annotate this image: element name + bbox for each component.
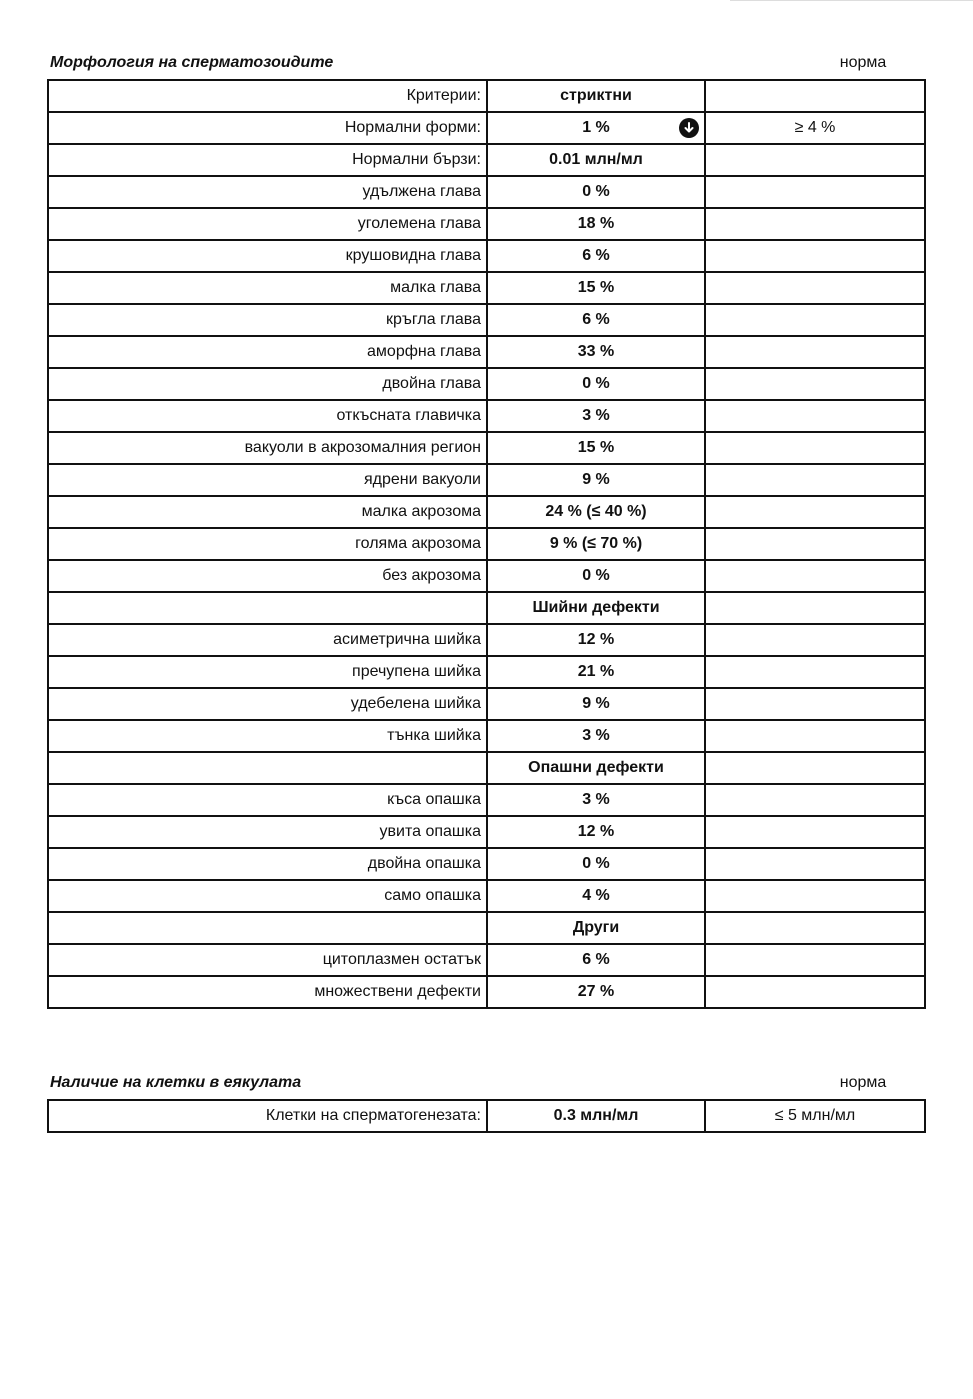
row-value-text: 0 % xyxy=(582,183,610,200)
row-value-text: 0.3 млн/мл xyxy=(553,1107,639,1124)
table-row xyxy=(48,112,925,144)
morphology-norm-header: норма xyxy=(839,54,887,71)
row-norm xyxy=(705,880,925,912)
row-value-text: 1 % xyxy=(582,119,610,136)
row-label: само опашка xyxy=(48,880,487,912)
row-label xyxy=(48,752,487,784)
row-value-text: 21 % xyxy=(577,663,615,680)
row-value-text: 3 % xyxy=(582,727,610,744)
row-value xyxy=(487,560,705,592)
row-label: ядрени вакуоли xyxy=(48,464,487,496)
row-value-text: 24 % (≤ 40 %) xyxy=(545,503,647,520)
row-norm xyxy=(705,144,925,176)
table-row xyxy=(48,720,925,752)
row-norm xyxy=(705,944,925,976)
row-label: Клетки на сперматогенезата: xyxy=(48,1100,487,1132)
row-value-text: Опашни дефекти xyxy=(528,759,664,776)
table-row xyxy=(48,144,925,176)
row-value xyxy=(487,688,705,720)
row-value-text: 9 % (≤ 70 %) xyxy=(549,535,643,552)
row-norm xyxy=(705,400,925,432)
row-value xyxy=(487,592,705,624)
row-value-text: 12 % xyxy=(577,631,615,648)
row-value-text: 9 % xyxy=(582,695,610,712)
row-norm xyxy=(705,304,925,336)
row-value xyxy=(487,624,705,656)
row-norm xyxy=(705,464,925,496)
row-norm xyxy=(705,752,925,784)
row-value-text: 6 % xyxy=(582,951,610,968)
table-row xyxy=(48,432,925,464)
row-label: Критерии: xyxy=(48,80,487,112)
table-row xyxy=(48,464,925,496)
row-value xyxy=(487,944,705,976)
table-row xyxy=(48,560,925,592)
row-value xyxy=(487,208,705,240)
row-value xyxy=(487,496,705,528)
morphology-header xyxy=(50,52,930,74)
row-value-text: стриктни xyxy=(560,87,632,104)
table-row xyxy=(48,624,925,656)
table-row xyxy=(48,528,925,560)
table-row xyxy=(48,688,925,720)
row-norm xyxy=(705,528,925,560)
row-label: Нормални форми: xyxy=(48,112,487,144)
row-norm xyxy=(705,688,925,720)
row-norm xyxy=(705,368,925,400)
row-value xyxy=(487,1100,705,1132)
table-row xyxy=(48,880,925,912)
row-value xyxy=(487,240,705,272)
row-norm xyxy=(705,912,925,944)
row-label: удебелена шийка xyxy=(48,688,487,720)
row-label: откъсната главичка xyxy=(48,400,487,432)
morphology-title: Морфология на сперматозоидите xyxy=(50,54,334,71)
table-row xyxy=(48,752,925,784)
row-value xyxy=(487,720,705,752)
row-norm xyxy=(705,272,925,304)
table-row xyxy=(48,400,925,432)
row-value xyxy=(487,368,705,400)
row-norm xyxy=(705,656,925,688)
row-value xyxy=(487,848,705,880)
row-norm: ≤ 5 млн/мл xyxy=(705,1100,925,1132)
row-value-text: 18 % xyxy=(577,215,615,232)
row-value-text: 0 % xyxy=(582,375,610,392)
row-value xyxy=(487,80,705,112)
row-norm xyxy=(705,208,925,240)
row-value-text: 15 % xyxy=(577,279,615,296)
row-norm xyxy=(705,784,925,816)
row-value xyxy=(487,656,705,688)
row-label: малка глава xyxy=(48,272,487,304)
row-norm xyxy=(705,240,925,272)
cells-norm-header: норма xyxy=(839,1074,887,1091)
cells-title: Наличие на клетки в еякулата xyxy=(50,1074,302,1091)
table-row xyxy=(48,368,925,400)
table-row xyxy=(48,240,925,272)
row-norm xyxy=(705,720,925,752)
row-label: Нормални бързи: xyxy=(48,144,487,176)
table-row xyxy=(48,784,925,816)
row-value xyxy=(487,752,705,784)
table-row xyxy=(48,80,925,112)
row-label xyxy=(48,912,487,944)
row-label: голяма акрозома xyxy=(48,528,487,560)
row-value xyxy=(487,464,705,496)
morphology-table xyxy=(47,79,926,1009)
row-value-text: 4 % xyxy=(582,887,610,904)
row-value-text: Други xyxy=(572,919,620,936)
row-value-text: 3 % xyxy=(582,791,610,808)
table-row xyxy=(48,592,925,624)
row-value xyxy=(487,336,705,368)
row-norm xyxy=(705,592,925,624)
row-value xyxy=(487,912,705,944)
row-label: удължена глава xyxy=(48,176,487,208)
row-label: пречупена шийка xyxy=(48,656,487,688)
row-value-text: 3 % xyxy=(582,407,610,424)
table-row xyxy=(48,336,925,368)
top-divider xyxy=(730,0,973,1)
table-row xyxy=(48,912,925,944)
row-value-text: 0 % xyxy=(582,567,610,584)
table-row xyxy=(48,496,925,528)
row-value-text: 27 % xyxy=(577,983,615,1000)
row-norm xyxy=(705,560,925,592)
row-value-text: 6 % xyxy=(582,311,610,328)
row-label: асиметрична шийка xyxy=(48,624,487,656)
row-norm xyxy=(705,432,925,464)
row-label: множествени дефекти xyxy=(48,976,487,1008)
row-label: крушовидна глава xyxy=(48,240,487,272)
row-norm xyxy=(705,80,925,112)
row-label: двойна глава xyxy=(48,368,487,400)
row-label xyxy=(48,592,487,624)
row-label: двойна опашка xyxy=(48,848,487,880)
row-value xyxy=(487,112,705,144)
row-value xyxy=(487,400,705,432)
row-norm: ≥ 4 % xyxy=(705,112,925,144)
row-value-text: 0.01 млн/мл xyxy=(549,151,643,168)
row-value xyxy=(487,432,705,464)
row-value-text: 9 % xyxy=(582,471,610,488)
row-label: вакуоли в акрозомалния регион xyxy=(48,432,487,464)
row-label: без акрозома xyxy=(48,560,487,592)
row-value xyxy=(487,528,705,560)
row-value xyxy=(487,304,705,336)
row-label: кръгла глава xyxy=(48,304,487,336)
table-row xyxy=(48,304,925,336)
row-label: къса опашка xyxy=(48,784,487,816)
row-label: увита опашка xyxy=(48,816,487,848)
table-row xyxy=(48,208,925,240)
table-row xyxy=(48,944,925,976)
row-value xyxy=(487,272,705,304)
row-norm xyxy=(705,624,925,656)
table-row xyxy=(48,976,925,1008)
table-row xyxy=(48,272,925,304)
row-label: цитоплазмен остатък xyxy=(48,944,487,976)
table-row xyxy=(48,176,925,208)
cells-table xyxy=(47,1099,926,1133)
row-norm xyxy=(705,496,925,528)
table-row xyxy=(48,816,925,848)
row-value xyxy=(487,976,705,1008)
row-label: аморфна глава xyxy=(48,336,487,368)
row-value xyxy=(487,816,705,848)
row-value-text: 15 % xyxy=(577,439,615,456)
row-value xyxy=(487,880,705,912)
table-row xyxy=(48,656,925,688)
row-value-text: 6 % xyxy=(582,247,610,264)
row-norm xyxy=(705,336,925,368)
cells-header xyxy=(50,1072,930,1094)
row-label: малка акрозома xyxy=(48,496,487,528)
row-norm xyxy=(705,816,925,848)
row-value xyxy=(487,784,705,816)
row-value-text: Шийни дефекти xyxy=(532,599,660,616)
row-value-text: 12 % xyxy=(577,823,615,840)
row-label: тънка шийка xyxy=(48,720,487,752)
row-norm xyxy=(705,848,925,880)
row-label: уголемена глава xyxy=(48,208,487,240)
row-value-text: 0 % xyxy=(582,855,610,872)
table-row xyxy=(48,1100,925,1132)
row-value-text: 33 % xyxy=(577,343,615,360)
table-row xyxy=(48,848,925,880)
row-norm xyxy=(705,176,925,208)
down-arrow-icon xyxy=(679,118,699,138)
row-norm xyxy=(705,976,925,1008)
row-value xyxy=(487,144,705,176)
row-value xyxy=(487,176,705,208)
